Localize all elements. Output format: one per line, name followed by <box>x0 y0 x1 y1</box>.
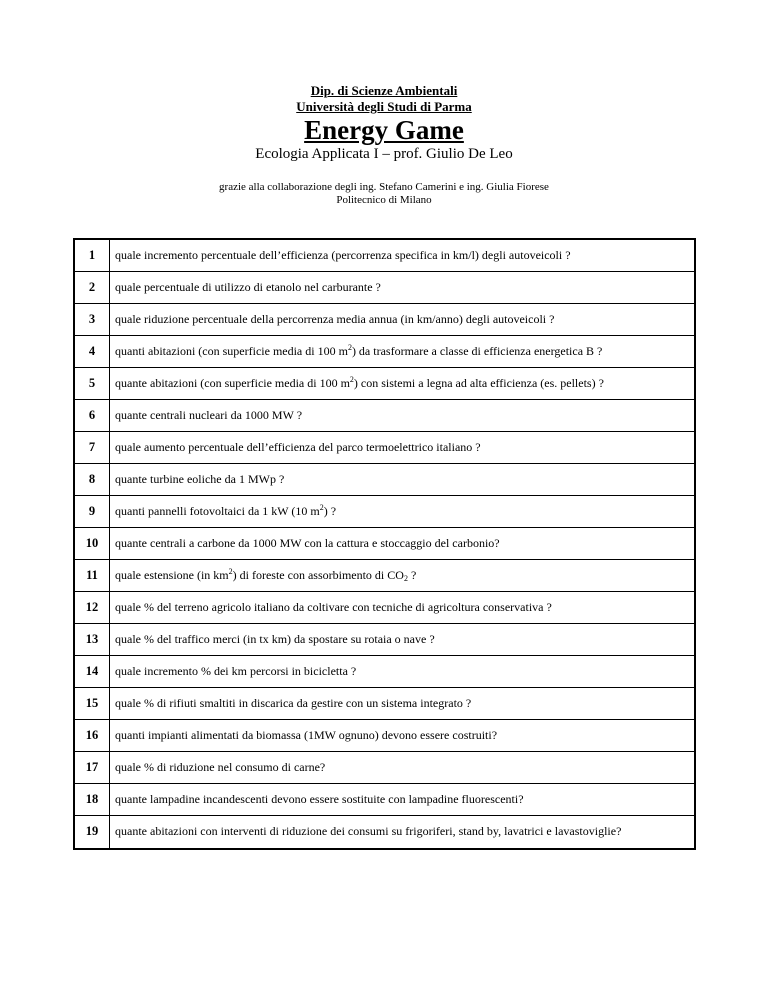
question-row <box>74 495 695 527</box>
question-row <box>74 815 695 849</box>
question-row <box>74 687 695 719</box>
question-text <box>110 527 696 559</box>
question-row <box>74 751 695 783</box>
question-text-part: ) di foreste con assorbimento di CO <box>232 567 404 582</box>
question-text-part: quante centrali nucleari da 1000 MW ? <box>115 407 303 422</box>
question-row <box>74 623 695 655</box>
question-row <box>74 783 695 815</box>
question-text <box>110 239 696 271</box>
question-row <box>74 271 695 303</box>
question-text-part: quale % di rifiuti smaltiti in discarica da gestire con un sistema integrato ? <box>115 695 472 710</box>
question-number: 6 <box>74 399 110 431</box>
question-text-part: quanti abitazioni (con superficie media di 100 m <box>115 343 348 358</box>
question-number: 19 <box>74 815 110 849</box>
course-subtitle: Ecologia Applicata I – prof. Giulio De Leo <box>255 146 513 162</box>
question-number: 14 <box>74 655 110 687</box>
subscript: 2 <box>403 573 408 583</box>
question-row <box>74 527 695 559</box>
question-text <box>110 655 696 687</box>
question-row <box>74 303 695 335</box>
question-number: 10 <box>74 527 110 559</box>
question-number: 4 <box>74 335 110 367</box>
question-text <box>110 815 696 849</box>
question-number: 3 <box>74 303 110 335</box>
question-number: 12 <box>74 591 110 623</box>
question-text <box>110 463 696 495</box>
credits-line: grazie alla collaborazione degli ing. Stefano Camerini e ing. Giulia Fiorese <box>219 181 549 193</box>
question-text <box>110 687 696 719</box>
question-text-part: quante abitazioni (con superficie media di 100 m <box>115 375 350 390</box>
question-text-part: quale riduzione percentuale della percorrenza media annua (in km/anno) degli autoveicoli ? <box>115 311 555 326</box>
question-text-part: ) con sistemi a legna ad alta efficienza (es. pellets) ? <box>353 375 604 390</box>
question-row <box>74 591 695 623</box>
question-text <box>110 719 696 751</box>
question-text-part: quante centrali a carbone da 1000 MW con la cattura e stoccaggio del carbonio? <box>115 535 500 550</box>
question-text-part: quale % del traffico merci (in tx km) da spostare su rotaia o nave ? <box>115 631 435 646</box>
question-row <box>74 335 695 367</box>
superscript: 2 <box>349 374 354 384</box>
question-text-part: quante lampadine incandescenti devono essere sostituite con lampadine fluorescenti? <box>115 791 524 806</box>
question-number: 9 <box>74 495 110 527</box>
question-row <box>74 431 695 463</box>
superscript: 2 <box>347 342 352 352</box>
question-text <box>110 559 696 591</box>
questions-table-body <box>74 239 695 849</box>
question-text-part: quale aumento percentuale dell’efficienza del parco termoelettrico italiano ? <box>115 439 481 454</box>
question-number: 7 <box>74 431 110 463</box>
question-row <box>74 399 695 431</box>
question-text-part: quale incremento % dei km percorsi in bicicletta ? <box>115 663 357 678</box>
questions-table <box>73 238 696 850</box>
question-number: 5 <box>74 367 110 399</box>
question-text <box>110 335 696 367</box>
question-text <box>110 303 696 335</box>
question-text-part: quanti impianti alimentati da biomassa (1MW ognuno) devono essere costruiti? <box>115 727 498 742</box>
institution-line: Politecnico di Milano <box>336 194 432 206</box>
question-text-part: ) ? <box>323 503 337 518</box>
question-text-part: quale percentuale di utilizzo di etanolo nel carburante ? <box>115 279 381 294</box>
question-text <box>110 271 696 303</box>
question-text-part: ) da trasformare a classe di efficienza energetica B ? <box>351 343 603 358</box>
question-text-part: quante turbine eoliche da 1 MWp ? <box>115 471 285 486</box>
question-text <box>110 783 696 815</box>
question-text <box>110 495 696 527</box>
question-row <box>74 719 695 751</box>
question-number: 11 <box>74 559 110 591</box>
superscript: 2 <box>319 502 324 512</box>
question-number: 2 <box>74 271 110 303</box>
department-name: Dip. di Scienze Ambientali <box>310 83 458 98</box>
question-text-part: quale estensione (in km <box>115 567 229 582</box>
question-number: 16 <box>74 719 110 751</box>
question-number: 8 <box>74 463 110 495</box>
question-text-part: quale % del terreno agricolo italiano da coltivare con tecniche di agricoltura conservativa ? <box>115 599 552 614</box>
question-row <box>74 239 695 271</box>
question-text-part: quale % di riduzione nel consumo di carne? <box>115 759 326 774</box>
question-text <box>110 751 696 783</box>
question-text <box>110 623 696 655</box>
question-text-part: quanti pannelli fotovoltaici da 1 kW (10 m <box>115 503 320 518</box>
question-row <box>74 463 695 495</box>
question-text <box>110 591 696 623</box>
university-name: Università degli Studi di Parma <box>296 99 472 114</box>
question-row <box>74 367 695 399</box>
question-number: 18 <box>74 783 110 815</box>
question-number: 15 <box>74 687 110 719</box>
superscript: 2 <box>228 566 233 576</box>
question-row <box>74 559 695 591</box>
question-text <box>110 431 696 463</box>
question-row <box>74 655 695 687</box>
question-text <box>110 399 696 431</box>
question-text-part: ? <box>407 567 417 582</box>
page-title: Energy Game <box>304 115 464 145</box>
question-number: 1 <box>74 239 110 271</box>
question-text-part: quante abitazioni con interventi di riduzione dei consumi su frigoriferi, stand by, lavatrici e lavastoviglie? <box>115 824 622 839</box>
question-number: 13 <box>74 623 110 655</box>
question-text <box>110 367 696 399</box>
question-number: 17 <box>74 751 110 783</box>
question-text-part: quale incremento percentuale dell’efficienza (percorrenza specifica in km/l) degli autoveicoli ? <box>115 247 571 262</box>
